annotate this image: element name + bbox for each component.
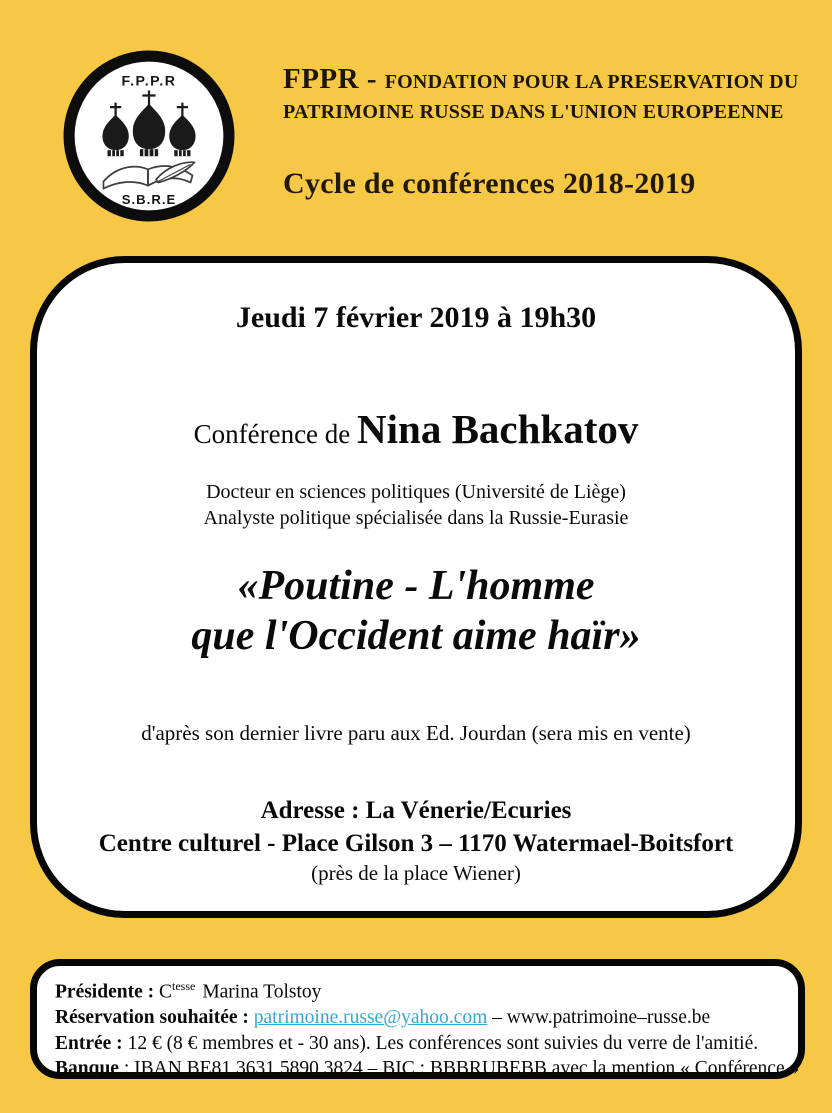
president-title: C xyxy=(158,981,172,1003)
entree-line xyxy=(55,1031,790,1057)
address-line: Centre culturel - Place Gilson 3 – 1170 Watermael-Boitsfort xyxy=(98,830,734,857)
president-line xyxy=(55,974,790,1005)
conference-line xyxy=(37,405,795,453)
entree-text: 12 € (8 € membres et - 30 ans). Les conférences sont suivies du verre de l'amitié. xyxy=(127,1032,759,1054)
address-line: Adresse : La Vénerie/Ecuries xyxy=(260,797,572,824)
talk-title-line: «Poutine - L'homme xyxy=(237,563,595,609)
venue-address xyxy=(37,794,795,887)
event-card xyxy=(30,256,802,918)
talk-title-line: que l'Occident aime haïr» xyxy=(191,613,641,659)
fppr-logo xyxy=(63,50,235,222)
book-note: d'après son dernier livre paru aux Ed. Jourdan (sera mis en vente) xyxy=(141,721,691,745)
conference-prefix: Conférence de xyxy=(193,419,358,449)
info-box xyxy=(30,959,805,1079)
org-name-line1: FONDATION POUR LA PRESERVATION DU xyxy=(384,71,799,93)
logo-bottom-text: S.B.R.E xyxy=(121,191,177,207)
reservation-label: Réservation souhaitée : xyxy=(55,1007,254,1028)
cycle-title: Cycle de conférences 2018-2019 xyxy=(283,167,696,200)
talk-title xyxy=(37,561,795,661)
president-title-sup: tesse xyxy=(171,979,196,993)
president-label: Présidente : xyxy=(55,981,159,1003)
president-name: Marina Tolstoy xyxy=(202,981,322,1003)
bank-line xyxy=(55,1056,800,1082)
org-name-line2: PATRIMOINE RUSSE DANS L'UNION EUROPEENNE xyxy=(283,101,784,123)
email-link[interactable]: patrimoine.russe@yahoo.com xyxy=(253,1007,488,1028)
logo-top-text: F.P.P.R xyxy=(121,73,177,90)
speaker-credentials xyxy=(37,479,795,531)
address-note: (près de la place Wiener) xyxy=(311,861,521,885)
bank-text: : IBAN BE81 3631 5890 3824 – BIC : BBBRUBEBB avec la mention « Conférence » xyxy=(118,1058,800,1079)
speaker-name: Nina Bachkatov xyxy=(357,406,639,452)
entree-label: Entrée : xyxy=(55,1032,128,1054)
org-abbr: FPPR - xyxy=(283,63,385,95)
bank-label: Banque xyxy=(55,1058,119,1079)
website-text: – www.patrimoine–russe.be xyxy=(487,1007,711,1028)
event-datetime: Jeudi 7 février 2019 à 19h30 xyxy=(235,301,597,334)
reservation-line xyxy=(55,1005,790,1031)
credential-line: Docteur en sciences politiques (Université de Liège) xyxy=(206,481,626,503)
credential-line: Analyste politique spécialisée dans la Russie-Eurasie xyxy=(203,507,629,529)
org-title xyxy=(283,64,803,125)
